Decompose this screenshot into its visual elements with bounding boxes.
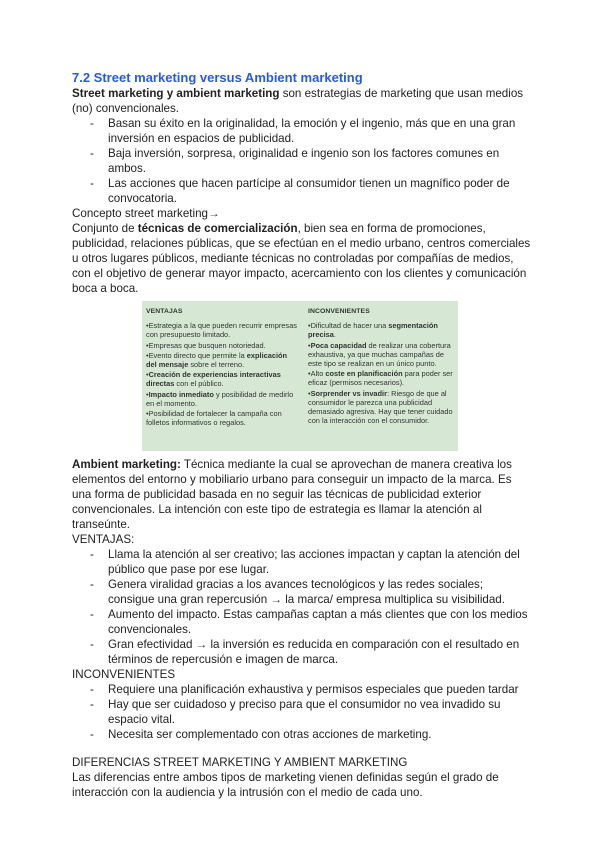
list-item: - Necesita ser complementado con otras acciones de marketing. [72, 727, 532, 742]
list-item: •Posibilidad de fortalecer la campaña con folletos informativos o regalos. [146, 409, 282, 428]
list-item: - Gran efectividad → la inversión es reducida en comparación con el resultado en términos de repercusión e imagen de marca. [72, 637, 532, 667]
diferencias-text: Las diferencias entre ambos tipos de marketing vienen definidas según el grado de interacción con la audiencia y la intrusión con el medio de cada uno. [72, 771, 499, 799]
ambient-def-bold: Ambient marketing: [72, 458, 181, 471]
ambient-definition [72, 457, 532, 532]
section-title: 7.2 Street marketing versus Ambient marketing [72, 70, 363, 85]
list-item: •Sorprender vs invadir: Riesgo de que al consumidor le parezca una publicidad demasiado agresiva. Hay que tener cuidado con la interacción con el consumidor. [308, 388, 453, 426]
ventajas-column [146, 307, 298, 428]
intro-rest: son estrategias de marketing que usan medios (no) convencionales. [72, 87, 524, 115]
ventajas-header: VENTAJAS [146, 308, 183, 315]
list-item: •Poca capacidad de realizar una cobertura exhaustiva, ya que muchas campañas de este tipo se realizan en un único punto. [308, 340, 451, 369]
list-item: •Estrategia a la que pueden recurrir empresas con presupuesto limitado. [146, 321, 297, 340]
list-item: - Basan su éxito en la originalidad, la emoción y el ingenio, más que en una gran inversión en espacios de publicidad. [72, 116, 532, 146]
intro-bullet-list [72, 116, 532, 206]
inconvenientes-header: INCONVENIENTES [308, 308, 370, 315]
pros-cons-image [142, 301, 458, 451]
diferencias-title: DIFERENCIAS STREET MARKETING Y AMBIENT MARKETING [72, 756, 408, 769]
ventajas-list [72, 547, 532, 667]
document-page [72, 70, 532, 800]
list-item: - Genera viralidad gracias a los avances tecnológicos y las redes sociales; consigue una gran repercusión → la marca/ empresa multiplica su visibilidad. [72, 577, 532, 607]
list-item: •Impacto inmediato y posibilidad de medirlo en el momento. [146, 389, 294, 408]
list-item: - Aumento del impacto. Estas campañas captan a más clientes que con los medios convencionales. [72, 607, 532, 637]
list-item: - Las acciones que hacen partícipe al consumidor tienen un magnífico poder de convocatoria. [72, 176, 532, 206]
list-item: •Dificultad de hacer una segmentación precisa. [308, 321, 438, 340]
list-item: •Empresas que busquen notoriedad. [146, 340, 266, 350]
list-item: - Hay que ser cuidadoso y preciso para que el consumidor no vea invadido su espacio vital. [72, 697, 532, 727]
street-concept-label: Concepto street marketing→ [72, 207, 220, 220]
inconvenientes-list [72, 682, 532, 742]
list-item: - Llama la atención al ser creativo; las acciones impactan y captan la atención del público que pase por ese lugar. [72, 547, 532, 577]
street-def-bold: técnicas de comercialización [137, 222, 298, 235]
street-def-pre: Conjunto de [72, 222, 138, 235]
list-item: •Alto coste en planificación para poder ser eficaz (permisos necesarios). [308, 369, 453, 388]
inconvenientes-label: INCONVENIENTES [72, 668, 176, 681]
street-definition [72, 221, 532, 296]
list-item: •Evento directo que permite la explicación del mensaje sobre el terreno. [146, 350, 288, 370]
ventajas-label: VENTAJAS: [72, 533, 135, 546]
intro-lead: Street marketing y ambient marketing [72, 87, 280, 100]
intro-paragraph [72, 86, 532, 116]
inconvenientes-column [308, 307, 456, 426]
list-item: •Creación de experiencias interactivas directas con el público. [146, 370, 281, 389]
list-item: - Requiere una planificación exhaustiva y permisos especiales que pueden tardar [72, 682, 532, 697]
spacer [72, 742, 532, 755]
ambient-def-rest: Técnica mediante la cual se aprovechan de manera creativa los elementos del entorno y mobiliario urbano para conseguir un impacto de la marca. Es una forma de publicidad basada en no seguir las técnicas de publicidad exterior convencionales. La intención con este tipo de estrategia es llamar la atención al transeúnte. [72, 458, 512, 531]
list-item: - Baja inversión, sorpresa, originalidad e ingenio son los factores comunes en ambos. [72, 146, 532, 176]
street-def-post: , bien sea en forma de promociones, publicidad, relaciones públicas, que se efectúan en el medio urbano, centros comerciales u otros lugares públicos, mediante técnicas no controladas por compañías de medios, con el objetivo de generar mayor impacto, acercamiento con los clientes y comunicación boca a boca. [72, 222, 531, 295]
